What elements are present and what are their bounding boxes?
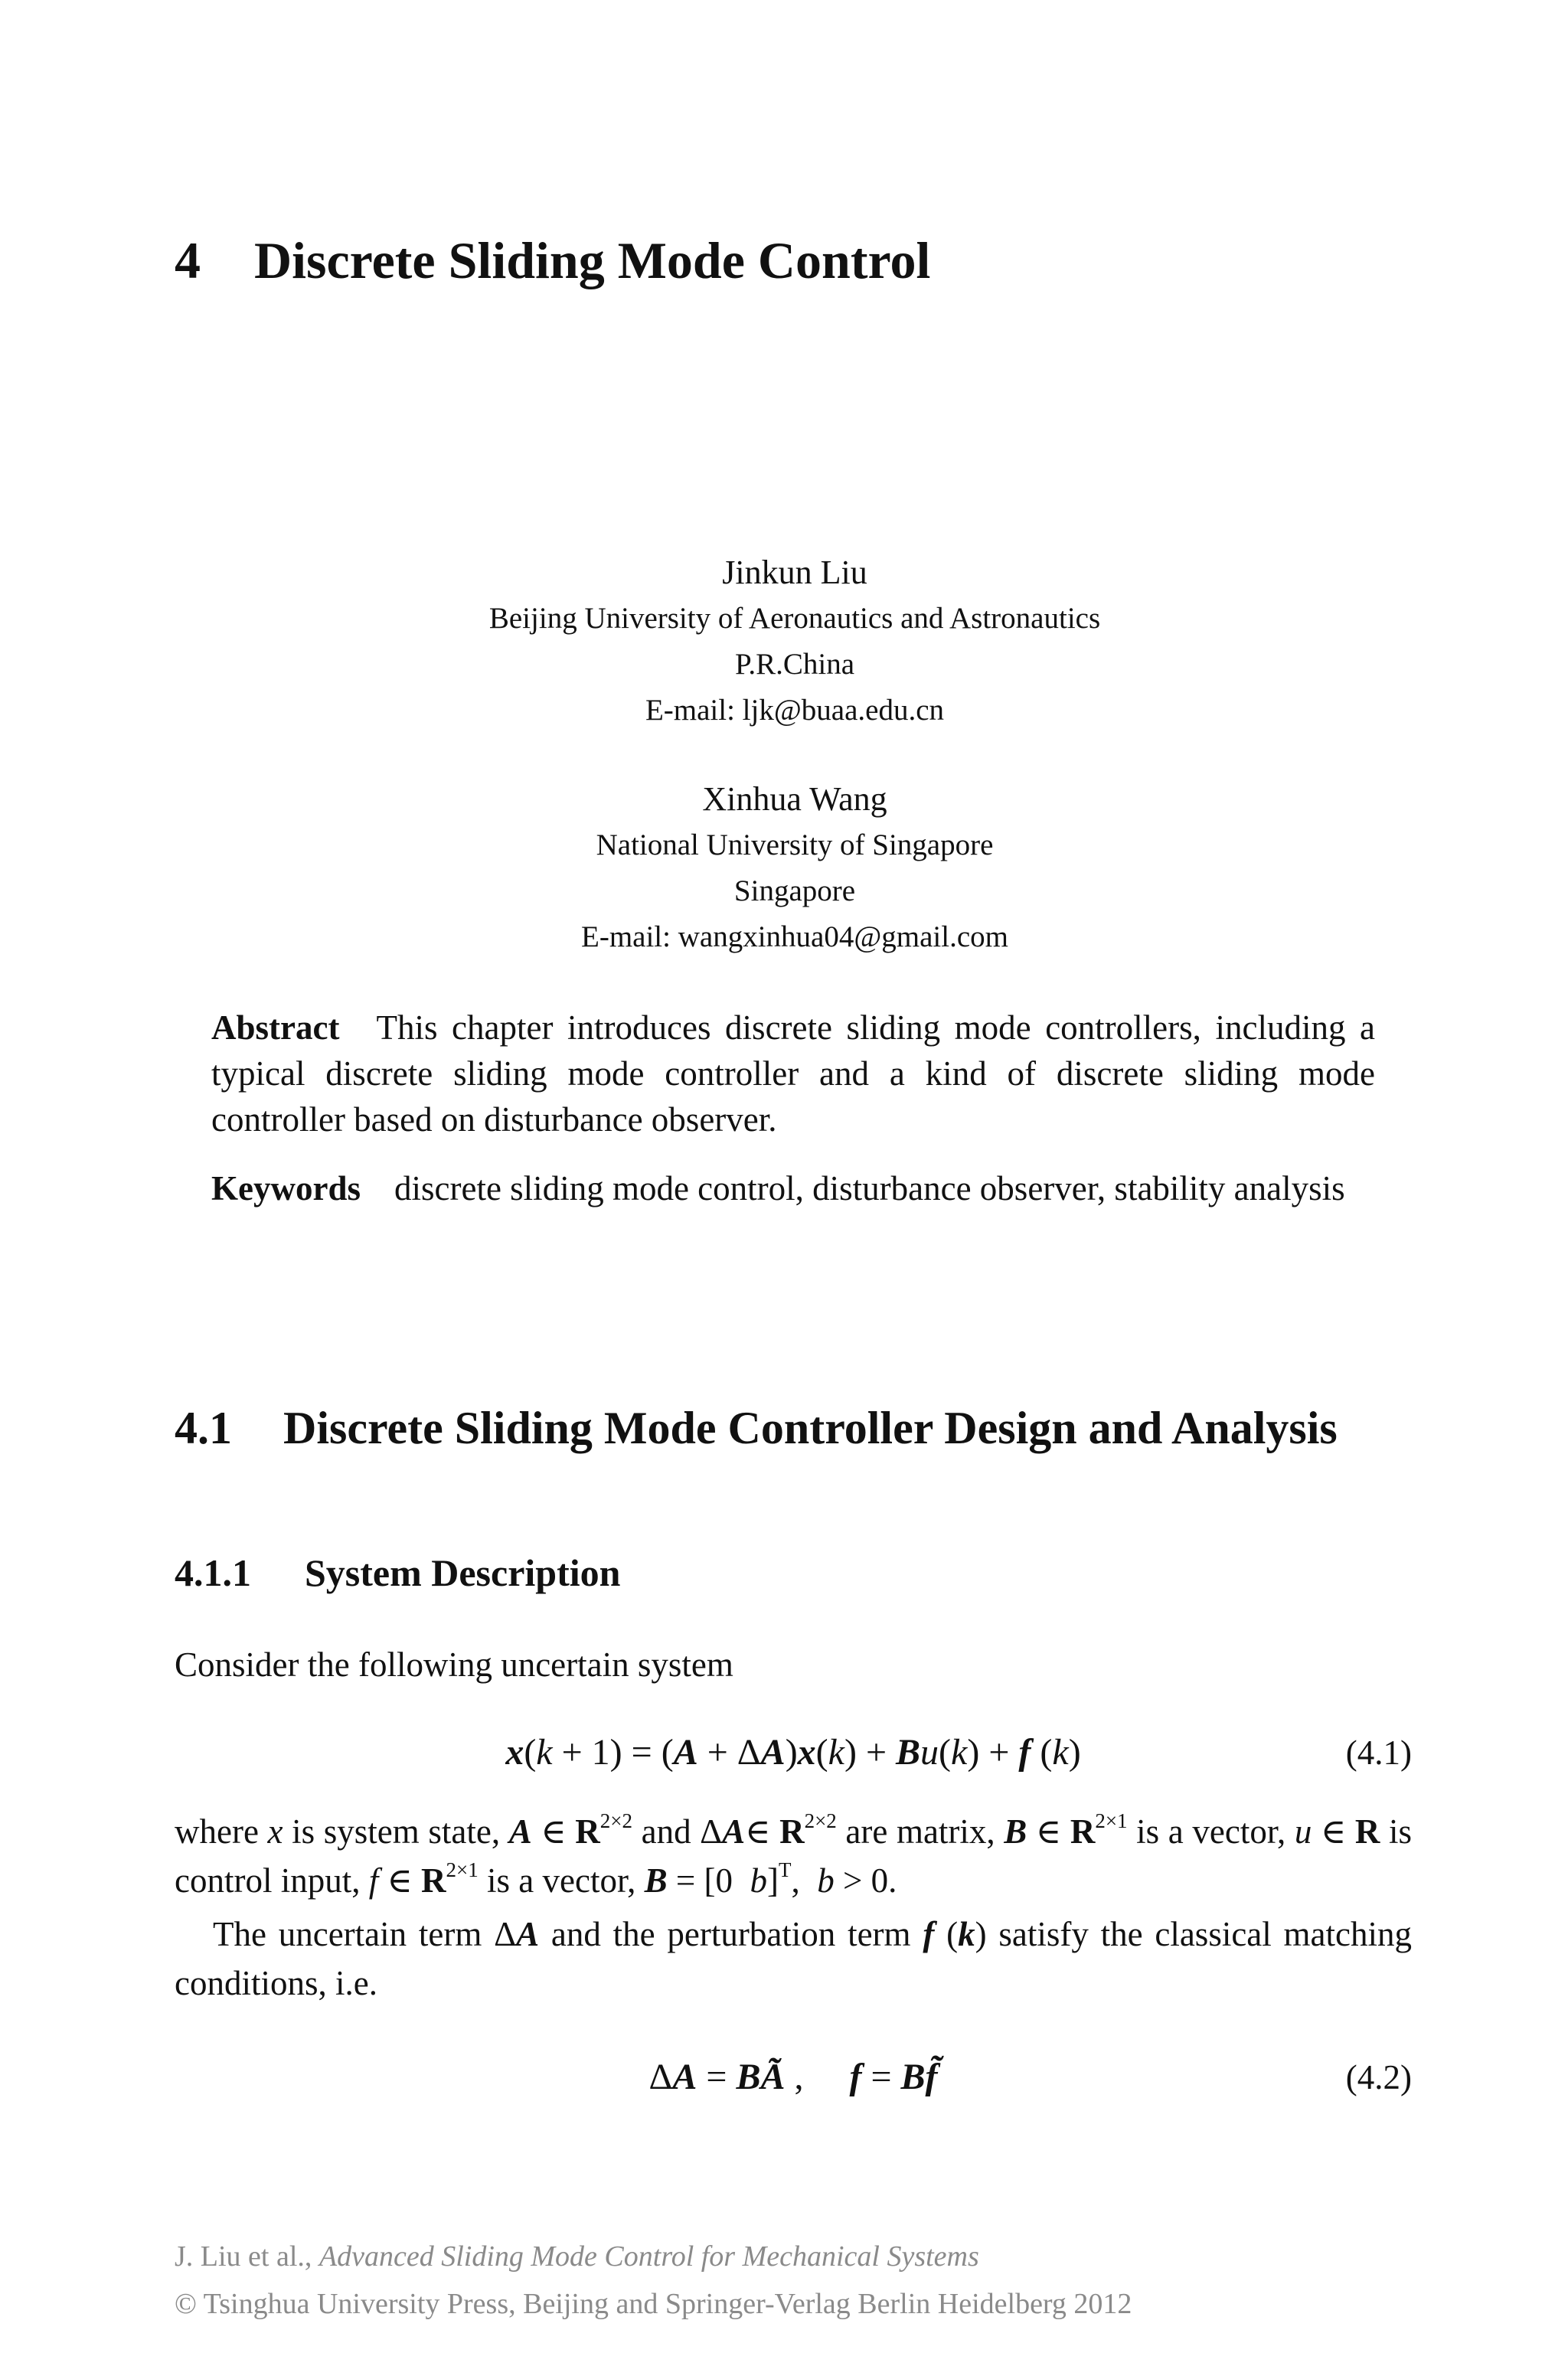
equation-4-2 [175,2051,1412,2104]
footer-copyright: © Tsinghua University Press, Beijing and Springer-Verlag Berlin Heidelberg 2012 [175,2288,1132,2320]
author-name: Xinhua Wang [702,780,887,818]
subsection-heading [175,1550,620,1596]
author-country: P.R.China [734,648,855,681]
body-paragraph-where: where x is system state, A ∈ $R^{2\times 2}$ and ΔA∈ $R^{2\times 2}$ are matrix, B ∈ $R^{2\times 1}$ is a vector, u ∈ R is control input, f ∈ $R^{2\times 1}$ is a vector, B = [0 b]$^T$, b > 0. [175,1809,1413,1900]
footer-book-title: Advanced Sliding Mode Control for Mechanical Systems [318,2240,979,2273]
abstract-text: This chapter introduces discrete sliding mode controllers, including a typical discrete sliding mode controller and a kind of discrete sliding mode controller based on disturbance observer. [211,1008,1375,1139]
author-affiliation: National University of Singapore [596,828,994,861]
abstract [211,1005,1375,1142]
body-paragraph-uncertain: The uncertain term ΔA and the perturbation term f (k) satisfy the classical matching conditions, i.e. [175,1915,1413,2002]
equation-expression: ΔA = BÃ , f = Bf̃ [648,2057,938,2097]
section-number: 4.1 [175,1403,232,1453]
author-email: E-mail: wangxinhua04@gmail.com [581,920,1008,953]
subsection-title-text: System Description [305,1551,621,1594]
keywords [211,1165,1375,1211]
equation-4-1 [175,1726,1412,1779]
equation-number: (4.2) [1345,2058,1412,2096]
footer-authors: J. Liu et al., [175,2240,312,2273]
chapter-title [175,230,930,291]
abstract-label: Abstract [211,1008,340,1047]
chapter-title-text: Discrete Sliding Mode Control [254,231,931,289]
equation-number: (4.1) [1345,1734,1412,1772]
chapter-number: 4 [175,231,201,289]
author-affiliation: Beijing University of Aeronautics and Astronautics [488,602,1101,635]
section-heading [175,1401,1338,1455]
keywords-text: discrete sliding mode control, disturbance observer, stability analysis [394,1169,1345,1207]
author-name: Jinkun Liu [722,554,867,591]
body-paragraph-intro: Consider the following uncertain system [175,1645,733,1684]
keywords-label: Keywords [211,1169,361,1207]
footer-citation [175,2237,979,2276]
subsection-number: 4.1.1 [175,1551,251,1594]
equation-expression: x(k + 1) = (A + ΔA)x(k) + Bu(k) + f (k) [505,1732,1081,1773]
author-email: E-mail: ljk@buaa.edu.cn [645,694,945,727]
author-country: Singapore [733,874,856,907]
author-block-2 [175,776,1415,960]
section-title-text: Discrete Sliding Mode Controller Design and Analysis [283,1403,1338,1453]
author-block-1 [175,550,1415,734]
